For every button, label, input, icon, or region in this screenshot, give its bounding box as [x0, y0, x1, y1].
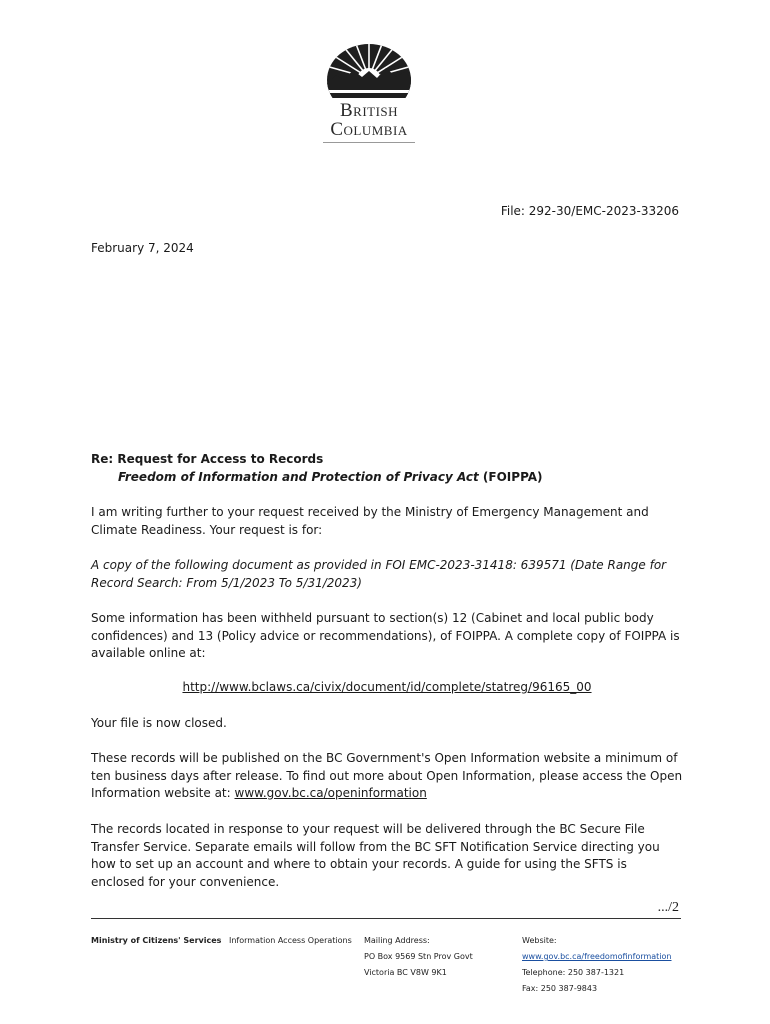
- telephone: Telephone: 250 387-1321: [522, 968, 625, 977]
- footer-office: Information Access Operations: [229, 936, 352, 945]
- act-line: [91, 469, 683, 487]
- paragraph-request-details: A copy of the following document as provided in FOI EMC-2023-31418: 639571 (Date Range for Record Search: From 5/1/2023 To 5/31/2023): [91, 558, 667, 590]
- mailing-label: Mailing Address:: [364, 936, 430, 945]
- act-name: Freedom of Information and Protection of Privacy Act: [118, 469, 479, 484]
- paragraph-file-closed: Your file is now closed.: [91, 716, 227, 730]
- foippa-link-line: [91, 680, 683, 694]
- bc-logo: [312, 44, 426, 143]
- subject-line: Re: Request for Access to Records: [91, 452, 324, 466]
- paragraph-open-information: [91, 750, 683, 803]
- footer-divider: [91, 918, 681, 919]
- mailing-line2: Victoria BC V8W 9K1: [364, 968, 447, 977]
- logo-text-line2: Columbia: [330, 119, 408, 140]
- file-reference: File: 292-30/EMC-2023-33206: [500, 204, 679, 218]
- paragraph-sft-delivery: The records located in response to your request will be delivered through the BC Secure File Transfer Service. Separate emails will follow from the BC SFT Notification Service directing you how to set up an account and where to obtain your records. A guide for using the SFTS is enclosed for your convenience.: [91, 822, 660, 889]
- paragraph-withheld-info: Some information has been withheld pursuant to section(s) 12 (Cabinet and local public body confidences) and 13 (Policy advice or recommendations), of FOIPPA. A complete copy of FOIPPA is available online at:: [91, 611, 680, 660]
- open-information-link[interactable]: www.gov.bc.ca/openinformation: [234, 786, 427, 800]
- open-information-text: These records will be published on the BC Government's Open Information website a minimum of ten business days after release. To find out more about Open Information, please access the Open Information website at:: [91, 751, 683, 800]
- bc-sun-mountain-emblem: [326, 44, 412, 98]
- page-continuation: .../2: [657, 900, 679, 915]
- footer-ministry: Ministry of Citizens' Services: [91, 936, 222, 945]
- logo-underline: [323, 142, 415, 143]
- fax: Fax: 250 387-9843: [522, 984, 598, 993]
- subject-block: [91, 451, 683, 486]
- act-abbrev: (FOIPPA): [478, 469, 543, 484]
- footer-mailing-address: [364, 933, 473, 981]
- website-link[interactable]: www.gov.bc.ca/freedomofinformation: [522, 952, 672, 961]
- mailing-line1: PO Box 9569 Stn Prov Govt: [364, 952, 473, 961]
- paragraph-request-intro: I am writing further to your request received by the Ministry of Emergency Management and Climate Readiness. Your request is for:: [91, 505, 649, 537]
- footer-contact: [522, 933, 672, 997]
- letter-date: February 7, 2024: [91, 241, 194, 255]
- logo-text-line1: British: [339, 100, 399, 121]
- website-label: Website:: [522, 936, 557, 945]
- foippa-link[interactable]: http://www.bclaws.ca/civix/document/id/complete/statreg/96165_00: [182, 680, 592, 694]
